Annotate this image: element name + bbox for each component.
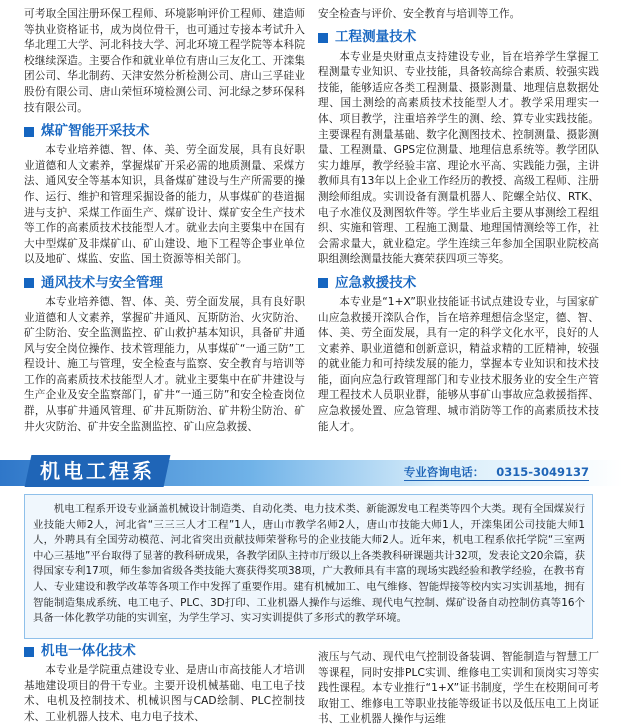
section-body-rescue: 本专业是“1+X”职业技能证书试点建设专业，与国家矿山应急救援开滦队合作，旨在培养理想信念坚定，德、智、体、美、劳全面发展，具有一定的科学文化水平，良好的人文素养、职业道德和创新意识，精益求精的工匠精神，较强的就业能力和可持续发展的能力，掌握本专业知识和技术技能，面向应急行政管理部门和专业技术服务业的安全生产管理工程技术人员职业群，能够从事矿山事故应急救援指挥、应急救援处置、应急管理、城市消防等工作的高素质技术技能人才。 [318, 295, 599, 433]
department-intro [33, 502, 585, 627]
department-title: 机电工程系 [25, 455, 171, 487]
bottom-left-column [24, 642, 305, 725]
section-body-surveying: 本专业是央财重点支持建设专业，旨在培养学生掌握工程测量专业知识、专业技能，具备较高综合素质、较强实践技能，能够适应各类工程测量、摄影测量、地理信息数据处理、国土测绘的高素质技术技能型人才。教学采用理实一体、项目教学，注重培养学生的测、绘、算专业实践技能。主要课程有测量基础、数字化测图技术、控制测量、摄影测量、工程测量、GPS定位测量、地理信息系统等。教学团队实力雄厚，教学经验丰富、理论水平高、实践能力强，主讲教师具有13年以上企业工作经历的教授、高级工程师、注册测绘师组成。实训设备有测量机器人、陀螺全站仪、RTK、电子水准仪及测图软件等。学生毕业后主要从事测绘工程组织、实施和管理、工程施工测量、地理国情测绘等工作，社会需求量大，就业稳定。学生连续三年参加全国职业院校高职组测绘测量技能大赛荣获四项三等奖。 [318, 50, 599, 266]
section-heading-rescue [318, 274, 599, 293]
department-intro-text: 机电工程系开设专业涵盖机械设计制造类、自动化类、电力技术类、新能源发电工程类等四个大类。现有全国煤炭行业技能大师2人，河北省“三三三人才工程”1人，唐山市教学名师2人，唐山市技能大师1人，开滦集团公司技能大师1人，外聘具有全国劳动模范、河北省突出贡献技师荣誉称号的企业技能大师2人。近年来，机电工程系依托学院“三室两中心三基地”平台取得了显著的教科研成果，各教学团队主持市厅级以上各类教科研课题共计32项，发表论文20余篇，获得国家专利17项，师生参加省级各类技能大赛获得奖项38项，广大教师具有丰富的现场实践经验和教学经验，在教书育人、专业建设和教学改革等各项工作中发挥了重要作用。建有机械加工、电气维修、智能焊接等校内实习实训基地，拥有智能制造集成系统、电工电子、PLC、3D打印、工业机器人操作与运维、现代电气控制、煤矿设备自动控制仿真等16个具备一体化教学功能的实训室，为学生学习、实习实训提供了多形式的教学环境。 [33, 503, 585, 625]
intro-continuation-text: 可考取全国注册环保工程师、环境影响评价工程师、建造师等执业资格证书，成为岗位骨干，也可通过专接本考试升入华北理工大学、河北科技大学、河北环境工程学院等本科院校继续深造。主要合作和就业单位有唐山三友化工、开滦集团公司、华北制药、天津安然分析检测公司、唐山三孚硅业股份有限公司、唐山荣恒环境检测公司、河北绿之梦环保科技有限公司。 [24, 8, 305, 114]
section-title: 机电一体化技术 [41, 642, 136, 659]
department-intro-box [24, 494, 593, 639]
section-heading-surveying [318, 29, 599, 48]
right-column [318, 7, 599, 435]
section-heading-coal-mining [24, 122, 305, 141]
square-bullet-icon [318, 278, 328, 288]
hotline-number: 0315-3049137 [496, 465, 589, 479]
hotline [404, 464, 589, 481]
section-title: 工程测量技术 [335, 29, 417, 46]
section-heading-mechatronics [24, 642, 305, 661]
section-body-coal-mining: 本专业培养德、智、体、美、劳全面发展，具有良好职业道德和人文素养，掌握煤矿开采必需的地质测量、采煤方法、通风安全等基本知识，具备煤矿建设与生产所需要的操作、运行、维护和管理采掘设备的能力，从事煤矿的巷道掘进与支护、采煤工作面生产、煤矿设计、煤矿安全生产技术等工作的高素质技术技能型人才。就业去向主要集中在国有大中型煤矿及非煤矿山、矿山建设、地下工程等企事业单位以及地矿、煤监、安监、国土资源等相关部门。 [24, 144, 305, 266]
left-column [24, 7, 305, 435]
bottom-right-column [318, 650, 599, 728]
department-banner [0, 455, 623, 488]
section-heading-ventilation [24, 274, 305, 293]
square-bullet-icon [318, 33, 328, 43]
square-bullet-icon [24, 647, 34, 657]
hotline-label: 专业咨询电话： [403, 465, 485, 479]
section-title: 煤矿智能开采技术 [41, 122, 150, 139]
top-continuation-text: 安全检查与评价、安全教育与培训等工作。 [318, 8, 521, 20]
square-bullet-icon [24, 278, 34, 288]
section-body-mechatronics: 本专业是学院重点建设专业、是唐山市高技能人才培训基地建设项目的骨干专业。主要开设机械基础、电工电子技术、电机及控制技术、机械识图与CAD绘制、PLC控制技术、工业机器人技术、电力电子技术、 [24, 664, 305, 723]
section-title: 应急救援技术 [335, 274, 417, 291]
section-title: 通风技术与安全管理 [41, 274, 163, 291]
section-body-mechatronics-continued: 液压与气动、现代电气控制设备装调、智能制造与智慧工厂等课程，同时安排PLC实训、维修电工实训和顶岗实习等实践性课程。本专业推行“1+X”证书制度，学生在校期间可考取钳工、维修电工等职业技能等级证书以及低压电工上岗证书、工业机器人操作与运维 [318, 651, 599, 726]
square-bullet-icon [24, 127, 34, 137]
section-body-ventilation: 本专业培养德、智、体、美、劳全面发展，具有良好职业道德和人文素养，掌握矿井通风、瓦斯防治、火灾防治、矿尘防治、安全监测监控、矿山救护基本知识，具备矿井通风与安全岗位操作、技术管理能力，从事煤矿“一通三防”工程设计、施工与管理，安全检查与监察、安全教育与培训等工作的高素质技术技能型人才。就业主要集中在矿井建设与生产企业及安全监察部门，矿井“一通三防”和安全检查岗位群，从事矿井通风管理、矿井瓦斯防治、矿井粉尘防治、矿井火灾防治、矿井安全监测监控、矿山应急救援、 [24, 295, 305, 433]
